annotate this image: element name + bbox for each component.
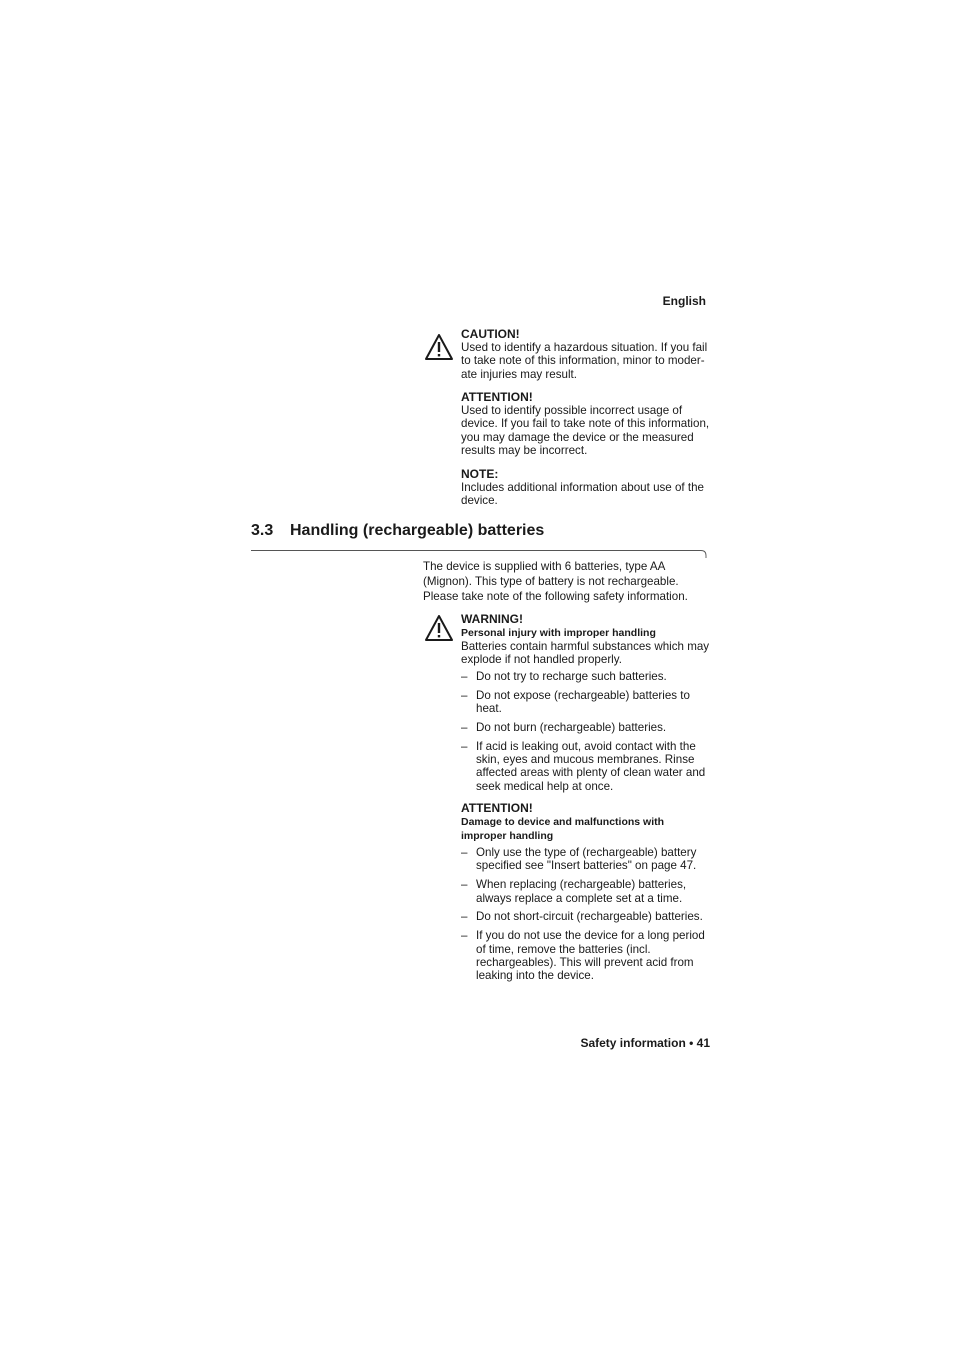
notice-caution-title: CAUTION!	[461, 327, 520, 341]
dash-marker: –	[461, 929, 468, 943]
dash-marker: –	[461, 739, 468, 753]
warning-triangle-icon	[424, 333, 454, 361]
list-item-text: When replacing (rechargeable) batteries, always replace a complete set at a time.	[476, 878, 687, 905]
list-item-text: If acid is leaking out, avoid contact with the skin, eyes and mucous membranes. Rinse affected areas with plenty of clean water and seek medical help at once.	[476, 739, 706, 793]
list-item-text: Do not expose (rechargeable) batteries to heat.	[476, 688, 690, 716]
list-item	[461, 846, 713, 873]
list-item-text: Do not short-circuit (rechargeable) batteries.	[476, 910, 703, 924]
section-heading	[251, 522, 544, 540]
language-label: English	[662, 294, 706, 308]
list-item-text: Do not try to recharge such batteries.	[476, 669, 667, 683]
dash-marker: –	[461, 669, 468, 683]
list-item-text: Do not burn (rechargeable) batteries.	[476, 720, 667, 734]
notice-caution	[461, 327, 713, 381]
attention-block	[461, 801, 713, 988]
warning-text: Batteries contain harmful substances which may explode if not handled properly.	[461, 640, 710, 667]
page-footer: Safety information • 41	[580, 1036, 710, 1050]
attention-title: ATTENTION!	[461, 801, 533, 815]
list-item	[461, 740, 713, 794]
notice-note-text: Includes additional information about use of the device.	[461, 481, 704, 508]
warning-subtitle: Personal injury with improper handling	[461, 627, 656, 639]
list-item	[461, 929, 713, 983]
notice-attention-title: ATTENTION!	[461, 390, 533, 404]
warning-list	[461, 670, 713, 793]
dash-marker: –	[461, 910, 468, 924]
list-item-text: Only use the type of (rechargeable) battery specified see "Insert batteries" on page 47.	[476, 846, 697, 873]
list-item	[461, 670, 713, 683]
attention-list	[461, 846, 713, 983]
dash-marker: –	[461, 720, 468, 734]
dash-marker: –	[461, 878, 468, 892]
dash-marker: –	[461, 846, 468, 859]
list-item	[461, 910, 713, 923]
list-item-text: If you do not use the device for a long period of time, remove the batteries (incl. rechargeables). This will prevent acid from leaking into the device.	[476, 929, 705, 983]
section-intro: The device is supplied with 6 batteries, type AA (Mignon). This type of battery is not rechargeable. Please take note of the following safety information.	[423, 560, 688, 603]
section-divider	[251, 546, 707, 560]
warning-block	[461, 612, 713, 799]
list-item	[461, 721, 713, 734]
notice-note-title: NOTE:	[461, 467, 499, 481]
attention-subtitle: Damage to device and malfunctions with improper handling	[461, 816, 665, 842]
warning-triangle-icon	[424, 614, 454, 642]
notice-attention-text: Used to identify possible incorrect usage of device. If you fail to take note of this information, you may damage the device or the measured results may be incorrect.	[461, 404, 710, 458]
list-item	[461, 878, 713, 905]
list-item	[461, 689, 713, 716]
dash-marker: –	[461, 688, 468, 702]
notice-note	[461, 467, 713, 508]
warning-title: WARNING!	[461, 612, 523, 626]
notice-caution-text: Used to identify a hazardous situation. If you fail to take note of this information, minor to moder-ate injuries may result.	[461, 341, 708, 381]
section-title: Handling (rechargeable) batteries	[290, 522, 545, 539]
section-number: 3.3	[251, 522, 274, 539]
notice-attention	[461, 390, 713, 458]
